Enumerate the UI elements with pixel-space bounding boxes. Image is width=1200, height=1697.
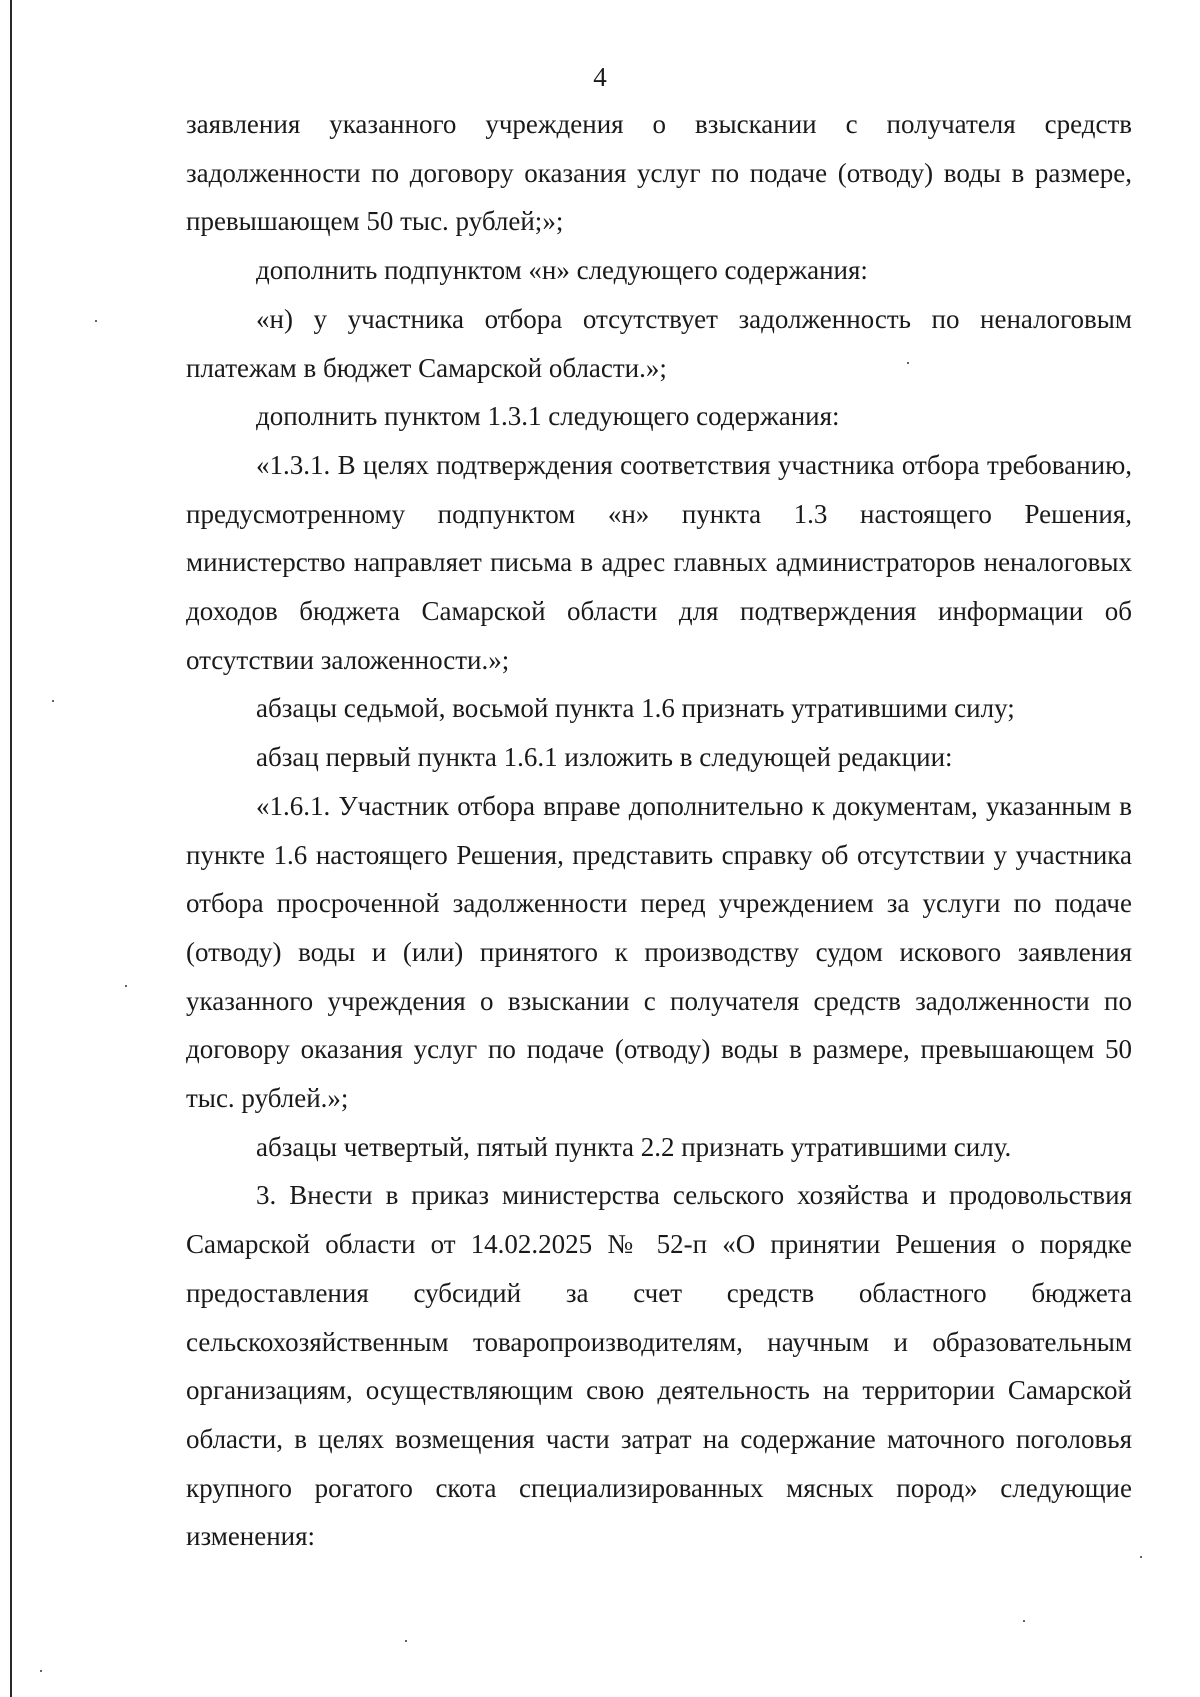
paragraph: «1.3.1. В целях подтверждения соответствия участника отбора требованию, предусмотренному подпунктом «н» пункта 1.3 настоящего Решения, министерство направляет письма в адрес главных администраторов неналоговых доходов бюджета Самарской области для подтверждения информации об отсутствии заложенности.»; — [186, 449, 1132, 675]
scan-speck — [125, 985, 127, 987]
scan-speck — [95, 320, 97, 322]
paragraph: заявления указанного учреждения о взыскании с получателя средств задолженности по договору оказания услуг по подаче (отводу) воды в размере, превышающем 50 тыс. рублей;»; — [186, 109, 1132, 237]
scan-speck — [52, 700, 54, 702]
paragraph: абзац первый пункта 1.6.1 изложить в следующей редакции: — [256, 742, 953, 773]
page-number: 4 — [593, 62, 607, 92]
scan-speck — [1023, 1620, 1025, 1622]
paragraph: дополнить пунктом 1.3.1 следующего содержания: — [256, 401, 840, 432]
document-body — [186, 100, 1132, 1561]
paragraph: «н) у участника отбора отсутствует задолженность по неналоговым платежам в бюджет Самарской области.»; — [186, 303, 1132, 383]
scan-speck — [1140, 1556, 1142, 1558]
scan-left-edge — [10, 0, 12, 1697]
paragraph: «1.6.1. Участник отбора вправе дополнительно к документам, указанным в пункте 1.6 настоящего Решения, представить справку об отсутствии у участника отбора просроченной задолженности перед учреждением за услуги по подаче (отводу) воды и (или) принятого к производству судом искового заявления указанного учреждения о взыскании с получателя средств задолженности по договору оказания услуг по подаче (отводу) воды в размере, превышающем 50 тыс. рублей.»; — [186, 790, 1132, 1114]
paragraph: абзацы седьмой, восьмой пункта 1.6 признать утратившими силу; — [256, 693, 1015, 724]
scan-speck — [405, 1640, 407, 1642]
scan-speck — [40, 1670, 42, 1672]
paragraph: абзацы четвертый, пятый пункта 2.2 признать утратившими силу. — [256, 1131, 1012, 1162]
paragraph: 3. Внести в приказ министерства сельского хозяйства и продовольствия Самарской области от 14.02.2025 № 52-п «О принятии Решения о порядке предоставления субсидий за счет средств областного бюджета сельскохозяйственным товаропроизводителям, научным и образовательным организациям, осуществляющим свою деятельность на территории Самарской области, в целях возмещения части затрат на содержание маточного поголовья крупного рогатого скота специализированных мясных пород» следующие изменения: — [186, 1180, 1132, 1552]
paragraph: дополнить подпунктом «н» следующего содержания: — [256, 255, 868, 286]
scan-speck — [907, 362, 909, 364]
